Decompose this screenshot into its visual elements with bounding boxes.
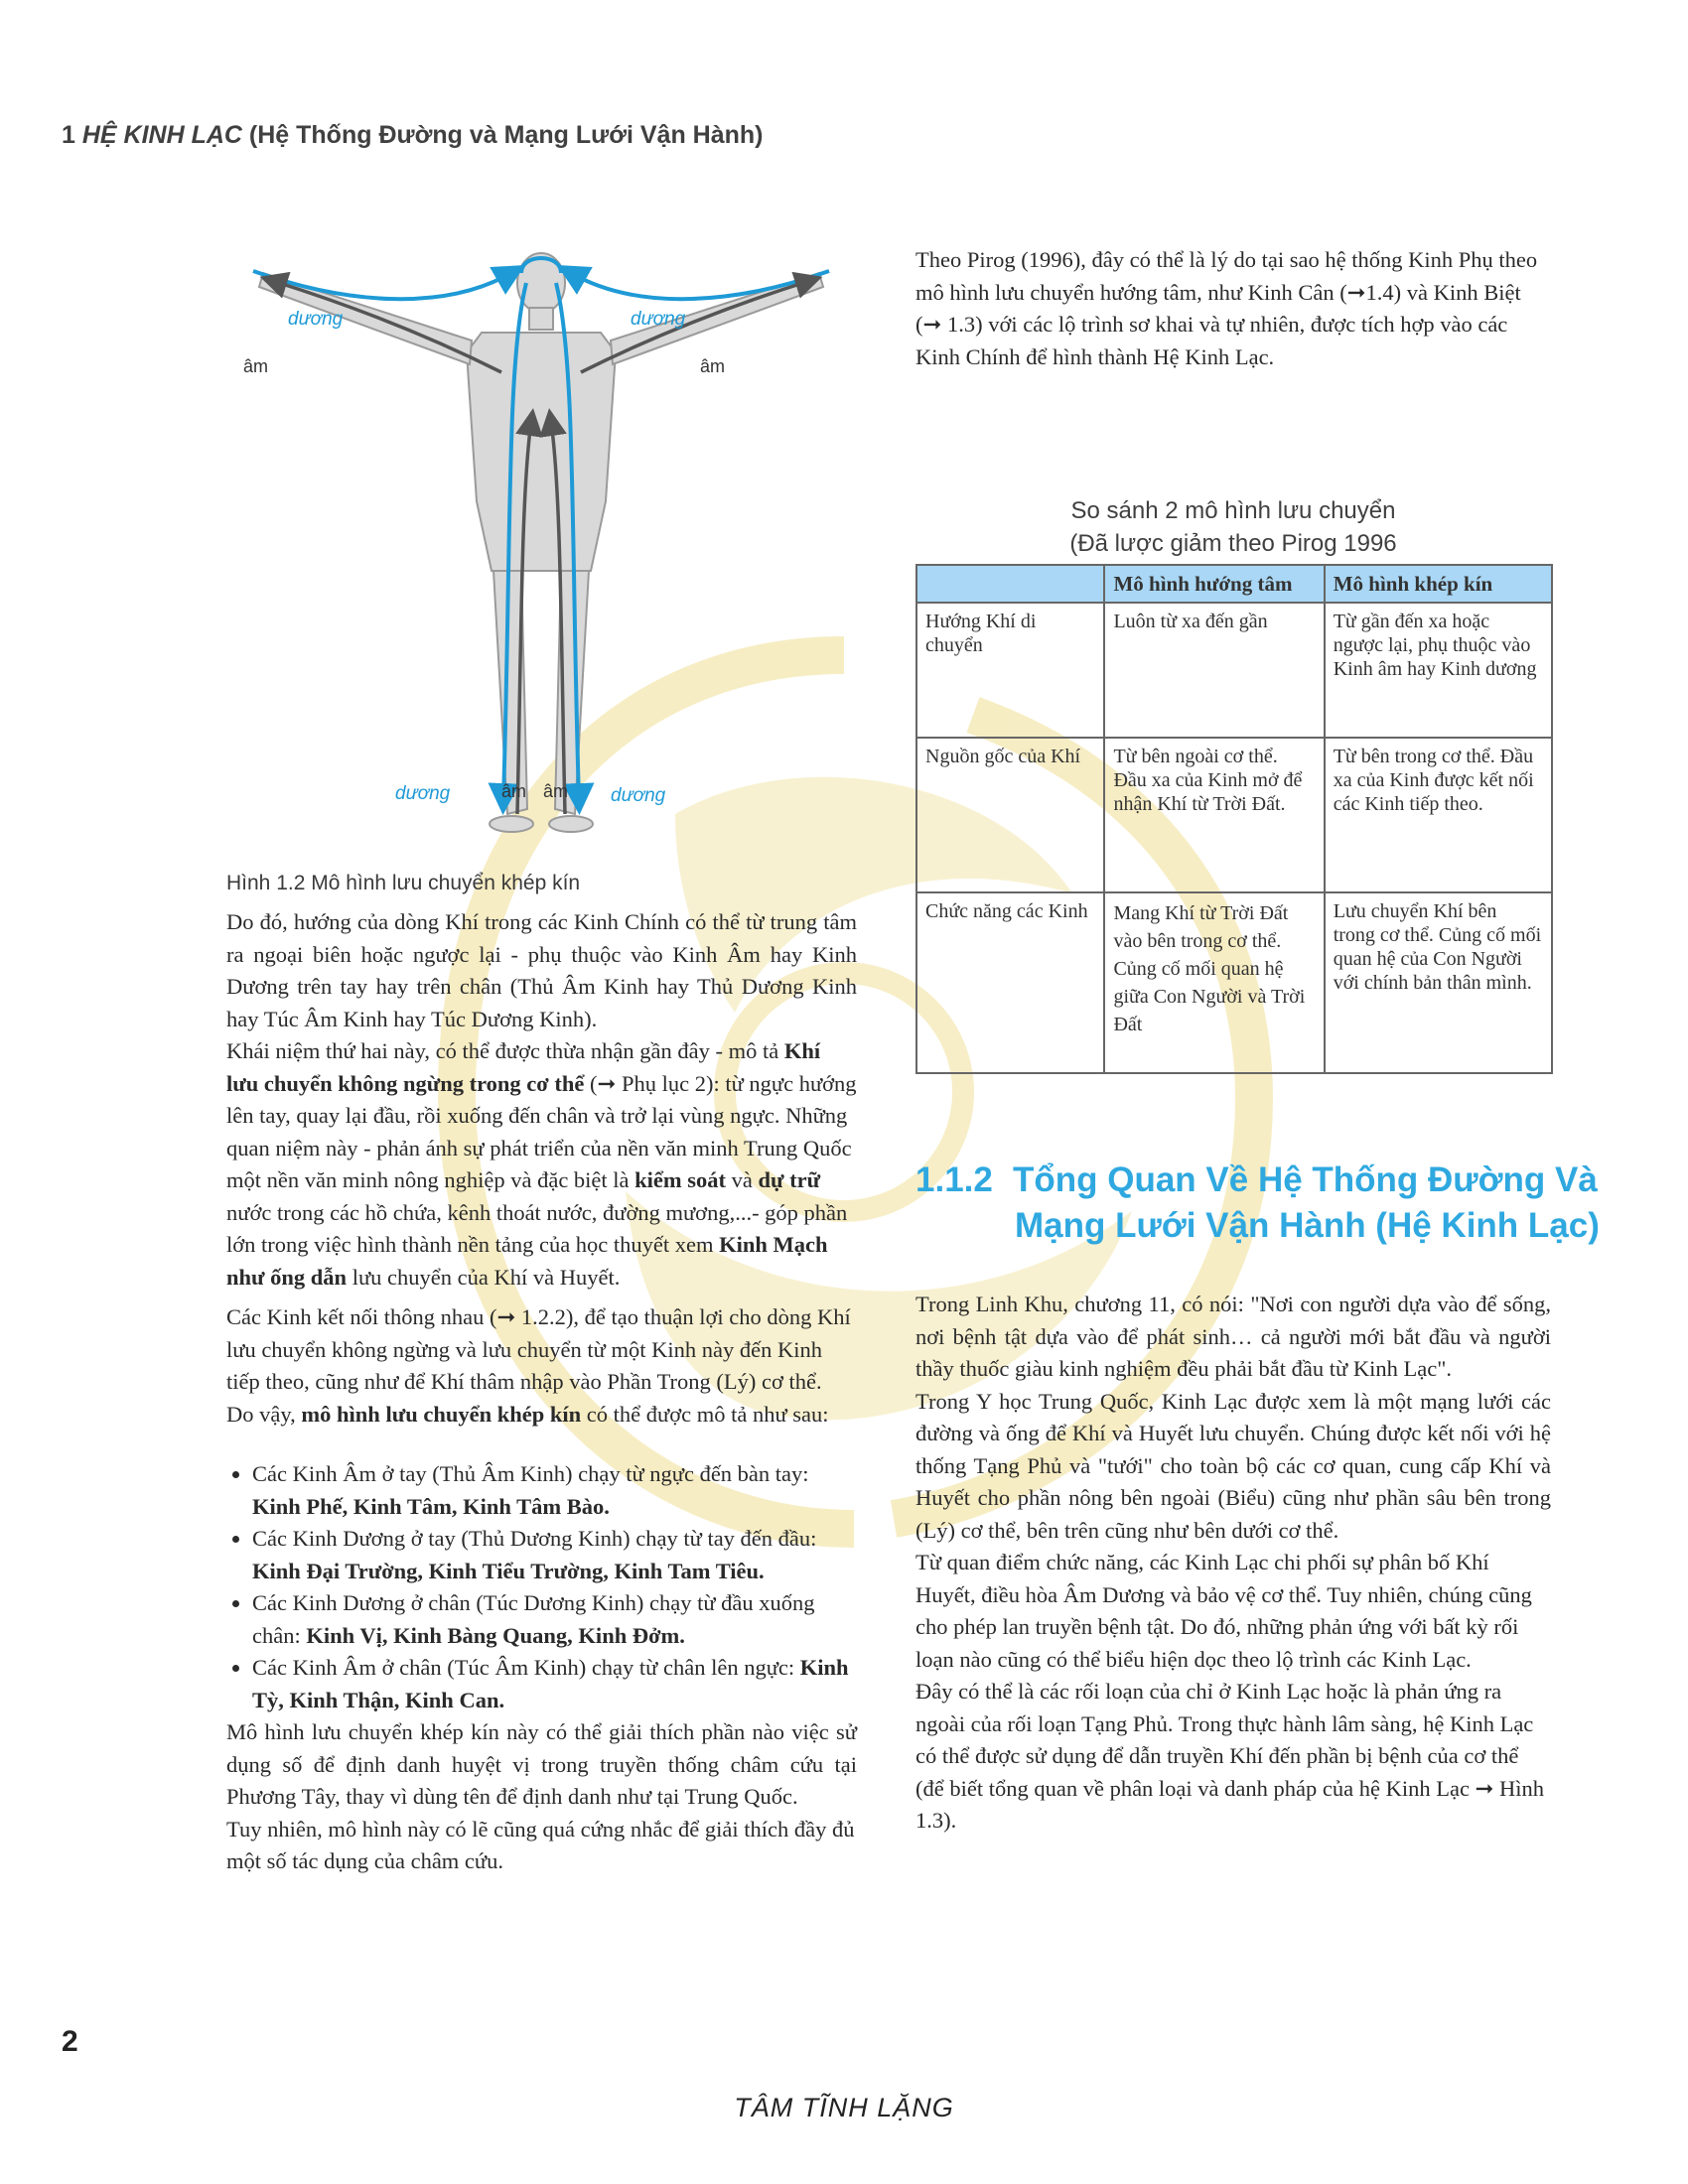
text-span: Do vậy, [226,1401,302,1427]
chapter-title: HỆ KINH LẠC [81,121,242,149]
table-header-row [916,565,1552,603]
chapter-number: 1 [62,121,75,149]
text-span: Khái niệm thứ hai này, có thể được thừa nhận gần đây - mô tả [226,1038,784,1063]
comparison-table [915,564,1553,1074]
table-row [916,892,1552,1073]
paragraph-direction: Do đó, hướng của dòng Khí trong các Kinh Chính có thể từ trung tâm ra ngoại biên hoặc ngược lại - phụ thuộc vào Kinh Âm hay Kinh Dương trên tay hay trên chân (Thủ Âm Kinh hay Thủ Dương Kinh hay Túc Âm Kinh hay Túc Dương Kinh). [226,909,857,1031]
section-heading [915,1158,1600,1249]
table-cell: Từ gần đến xa hoặc ngược lại, phụ thuộc vào Kinh âm hay Kinh dương [1325,603,1552,738]
label-am-left-leg: âm [501,781,527,801]
paragraph-connections: Các Kinh kết nối thông nhau (➞ 1.2.2), để tạo thuận lợi cho dòng Khí lưu chuyển không ngừng và lưu chuyển từ một Kinh này đến Kinh tiếp theo, cũng như để Khí thâm nhập vào Phần Trong (Lý) cơ thể. [226,1304,851,1394]
table-cell: Luôn từ xa đến gần [1104,603,1324,738]
table-cell: Lưu chuyển Khí bên trong cơ thể. Củng cố mối quan hệ của Con Người với chính bản thân mình. [1325,892,1552,1073]
bold-span: Kinh Vị, Kinh Bàng Quang, Kinh Đởm. [306,1622,685,1648]
text-span: lưu chuyển của Khí và Huyết. [347,1264,621,1290]
figure-caption: Hình 1.2 Mô hình lưu chuyển khép kín [226,872,581,894]
table-header-cell: Mô hình khép kín [1325,565,1552,603]
paragraph-numbering: Mô hình lưu chuyển khép kín này có thể giải thích phần nào việc sử dụng số để định danh huyệt vị trong truyền thống châm cứu tại Phương Tây, thay vì dùng tên để định danh như tại Trung Quốc. [226,1719,857,1809]
table-title-line-1: So sánh 2 mô hình lưu chuyển [1070,497,1396,524]
label-duong-left-arm: dương [288,309,344,330]
label-am-right-arm: âm [700,356,726,376]
right-column-body [915,1289,1551,1838]
text-span: Các Kinh Âm ở chân (Túc Âm Kinh) chạy từ chân lên ngực: [252,1655,800,1680]
text-span: và [726,1167,759,1192]
page-number: 2 [62,2025,78,2058]
text-span: Các Kinh Dương ở tay (Thủ Dương Kinh) chạy từ tay đến đầu: [252,1526,817,1551]
table-cell: Chức năng các Kinh [916,892,1104,1073]
right-column-intro [915,244,1551,373]
chapter-subtitle: (Hệ Thống Đường và Mạng Lưới Vận Hành) [241,121,764,149]
table-row [916,738,1552,892]
table-header-cell [916,565,1104,603]
bold-span: mô hình lưu chuyển khép kín [301,1401,582,1427]
label-am-right-leg: âm [543,781,569,801]
table-cell: Từ bên ngoài cơ thể. Đầu xa của Kinh mở để nhận Khí từ Trời Đất. [1104,738,1324,892]
paragraph-limitations: Tuy nhiên, mô hình này có lẽ cũng quá cứng nhắc để giải thích đầy đủ một số tác dụng của châm cứu. [226,1816,855,1873]
label-duong-left-leg: dương [395,783,451,804]
section-title-line-2: Mạng Lưới Vận Hành (Hệ Kinh Lạc) [1015,1206,1600,1245]
label-duong-right-arm: dương [631,309,686,330]
list-item [252,1652,857,1716]
table-header-cell: Mô hình hướng tâm [1104,565,1324,603]
bold-span: kiểm soát [634,1167,727,1192]
table-title [915,494,1551,560]
list-item [252,1458,857,1523]
text-span: nước trong các hồ chứa, kênh thoát nước, đường mương,...- góp phần lớn trong việc hình thành nền tảng của học thuyết xem [226,1199,848,1257]
paragraph-function: Từ quan điểm chức năng, các Kinh Lạc chi phối sự phân bố Khí Huyết, điều hòa Âm Dương và bảo vệ cơ thể. Tuy nhiên, chúng cũng cho phép lan truyền bệnh tật. Do đó, những phản ứng với bất kỳ rối loạn nào cũng có thể biểu hiện dọc theo lộ trình các Kinh Lạc. [915,1550,1532,1672]
bold-span: Kinh Đại Trường, Kinh Tiểu Trường, Kinh Tam Tiêu. [252,1558,765,1583]
left-column [226,906,857,1878]
meridian-figure [223,243,859,859]
bold-span: Khí lưu chuyển không ngừng trong cơ thể [226,1038,821,1096]
paragraph-closed-model [226,1399,857,1432]
meridian-list [226,1458,857,1716]
bold-span: Kinh Mạch như ống dẫn [226,1232,828,1290]
text-span: Các Kinh Âm ở tay (Thủ Âm Kinh) chạy từ ngực đến bàn tay: [252,1461,809,1486]
bold-span: Kinh Tỳ, Kinh Thận, Kinh Can. [252,1655,849,1712]
paragraph-second-concept [226,1035,857,1294]
bold-span: Kinh Phế, Kinh Tâm, Kinh Tâm Bào. [252,1493,610,1519]
bold-span: dự trữ [758,1167,821,1192]
paragraph-clinical: Đây có thể là các rối loạn của chỉ ở Kinh Lạc hoặc là phản ứng ra ngoài của rối loạn Tạng Phủ. Trong thực hành lâm sàng, hệ Kinh Lạc có thể được sử dụng để dẫn truyền Khí đến phần bị bệnh của cơ thể (để biết tổng quan về phân loại và danh pháp của hệ Kinh Lạc ➞ Hình 1.3). [915,1679,1545,1833]
paragraph-pirog: Theo Pirog (1996), đây có thể là lý do tại sao hệ thống Kinh Phụ theo mô hình lưu chuyển hướng tâm, như Kinh Cân (➞1.4) và Kinh Biệt (➞ 1.3) với các lộ trình sơ khai và tự nhiên, được tích hợp vào các Kinh Chính để hình thành Hệ Kinh Lạc. [915,247,1538,369]
table-row [916,603,1552,738]
label-duong-right-leg: dương [611,785,666,806]
label-am-left-arm: âm [243,356,269,376]
table-cell: Hướng Khí di chuyển [916,603,1104,738]
table-cell: Mang Khí từ Trời Đất vào bên trong cơ thể. Củng cố mối quan hệ giữa Con Người và Trời Đất [1104,892,1324,1073]
paragraph-linh-khu: Trong Linh Khu, chương 11, có nói: "Nơi con người dựa vào để sống, nơi bệnh tật dựa vào để phát sinh… cả người mới bắt đầu và người thầy thuốc giàu kinh nghiệm đều phải bắt đầu từ Kinh Lạc". [915,1292,1551,1381]
paragraph-tcm-network: Trong Y học Trung Quốc, Kinh Lạc được xem là một mạng lưới các đường và ống để Khí và Huyết lưu chuyển. Chúng được kết nối với hệ thống Tạng Phủ và "tưới" cho toàn bộ các cơ quan, cung cấp Khí và Huyết cho phần nông bên ngoài (Biểu) cũng như phần sâu bên trong (Lý) cơ thể, bên trên cũng như bên dưới cơ thể. [915,1388,1551,1543]
running-header [62,121,764,150]
table-title-line-2: (Đã lược giảm theo Pirog 1996 [1069,530,1397,557]
text-span: (➞ Phụ lục 2): từ ngực hướng lên tay, quay lại đầu, rồi xuống đến chân và trở lại vùng ngực. Những quan niệm này - phản ánh sự phát triển của nền văn minh Trung Quốc một nền văn minh nông nghiệp và đặc biệt là [226,1070,857,1192]
text-span: có thể được mô tả như sau: [581,1401,829,1427]
text-span: Các Kinh Dương ở chân (Túc Dương Kinh) chạy từ đầu xuống chân: [252,1590,815,1648]
list-item [252,1587,857,1652]
footer-brand: TÂM TĨNH LẶNG [734,2093,954,2122]
table-cell: Từ bên trong cơ thể. Đầu xa của Kinh được kết nối các Kinh tiếp theo. [1325,738,1552,892]
section-number: 1.1.2 [915,1160,993,1199]
section-title-line-1: Tổng Quan Về Hệ Thống Đường Và [1013,1160,1598,1199]
list-item [252,1523,857,1587]
body-silhouette [259,253,823,832]
table-cell: Nguồn gốc của Khí [916,738,1104,892]
